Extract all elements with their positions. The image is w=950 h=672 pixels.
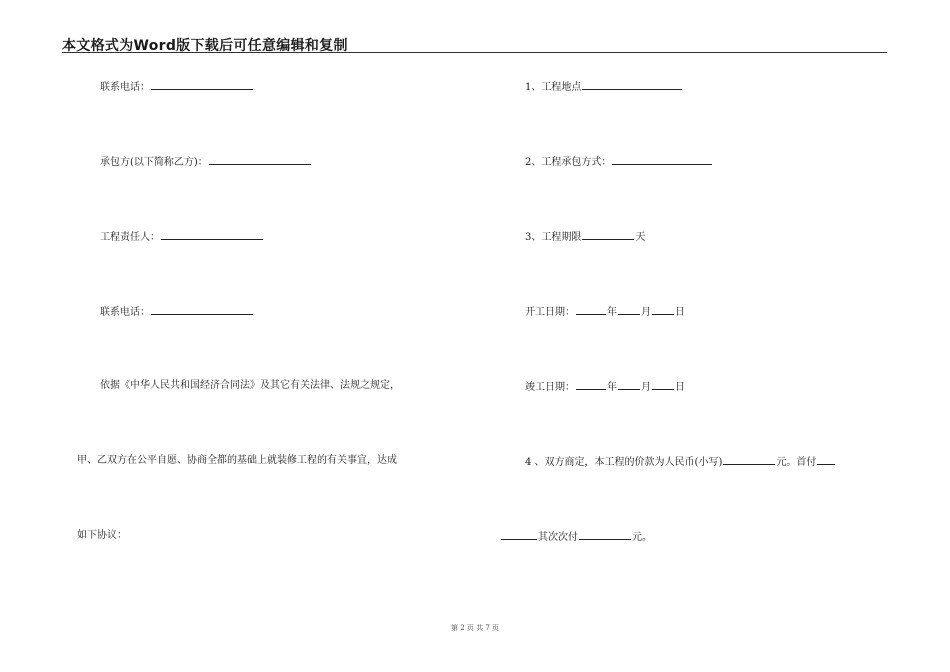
- contractor-blank[interactable]: [209, 154, 311, 165]
- project-period-blank[interactable]: [582, 229, 634, 240]
- contact-phone-label-2: 联系电话：: [100, 307, 150, 318]
- month-label: 月: [641, 307, 651, 318]
- start-year-blank[interactable]: [576, 304, 606, 315]
- start-month-blank[interactable]: [618, 304, 640, 315]
- project-location-blank[interactable]: [582, 79, 682, 90]
- year-label-2: 年: [607, 382, 617, 393]
- end-year-blank[interactable]: [576, 379, 606, 390]
- left-contact-phone-1: [100, 79, 254, 95]
- project-period-label: 3、工程期限: [525, 232, 582, 243]
- left-contractor: [100, 154, 312, 170]
- project-period-unit: 天: [635, 232, 646, 243]
- first-pay-blank[interactable]: [817, 454, 835, 465]
- contact-phone-blank[interactable]: [151, 79, 253, 90]
- day-label: 日: [675, 307, 685, 318]
- month-label-2: 月: [641, 382, 651, 393]
- right-start-date: [525, 304, 685, 320]
- right-item2: [525, 154, 713, 170]
- next-pay-label: 其次次付: [538, 532, 578, 543]
- right-item1: [525, 79, 683, 95]
- right-next-pay: [500, 529, 652, 545]
- first-pay-blank-cont[interactable]: [501, 529, 537, 540]
- left-contact-phone-2: [100, 304, 254, 320]
- price-label: 4 、双方商定，本工程的价款为人民币(小写): [525, 457, 723, 468]
- left-agreement-text: 甲、乙双方在公平自愿、协商全都的基础上就装修工程的有关事宜，达成: [77, 455, 397, 466]
- start-date-label: 开工日期：: [525, 307, 575, 318]
- page-header-title: 本文格式为Word版下载后可任意编辑和复制: [62, 38, 348, 54]
- contact-phone-blank-2[interactable]: [151, 304, 253, 315]
- left-agreement-end: 如下协议：: [77, 530, 127, 541]
- right-item3: [525, 229, 645, 245]
- end-month-blank[interactable]: [618, 379, 640, 390]
- year-label: 年: [607, 307, 617, 318]
- contact-phone-label: 联系电话：: [100, 82, 150, 93]
- project-location-label: 1、工程地点: [525, 82, 582, 93]
- page-number: 第 2 页 共 7 页: [450, 624, 500, 632]
- contract-method-blank[interactable]: [612, 154, 712, 165]
- right-item4: [525, 454, 836, 470]
- project-manager-blank[interactable]: [161, 229, 263, 240]
- left-project-manager: [100, 229, 264, 245]
- left-basis-text: 依据《中华人民共和国经济合同法》及其它有关法律、法规之规定，: [100, 380, 400, 391]
- yuan-end: 元。: [632, 532, 652, 543]
- contractor-label: 承包方(以下简称乙方)：: [100, 157, 208, 168]
- yuan-first-pay: 元。首付: [776, 457, 817, 468]
- header-rule: [62, 52, 887, 53]
- next-pay-blank[interactable]: [579, 529, 631, 540]
- right-end-date: [525, 379, 685, 395]
- project-manager-label: 工程责任人：: [100, 232, 160, 243]
- day-label-2: 日: [675, 382, 685, 393]
- end-day-blank[interactable]: [652, 379, 674, 390]
- end-date-label: 竣工日期：: [525, 382, 575, 393]
- contract-method-label: 2、工程承包方式：: [525, 157, 612, 168]
- start-day-blank[interactable]: [652, 304, 674, 315]
- price-blank[interactable]: [723, 454, 775, 465]
